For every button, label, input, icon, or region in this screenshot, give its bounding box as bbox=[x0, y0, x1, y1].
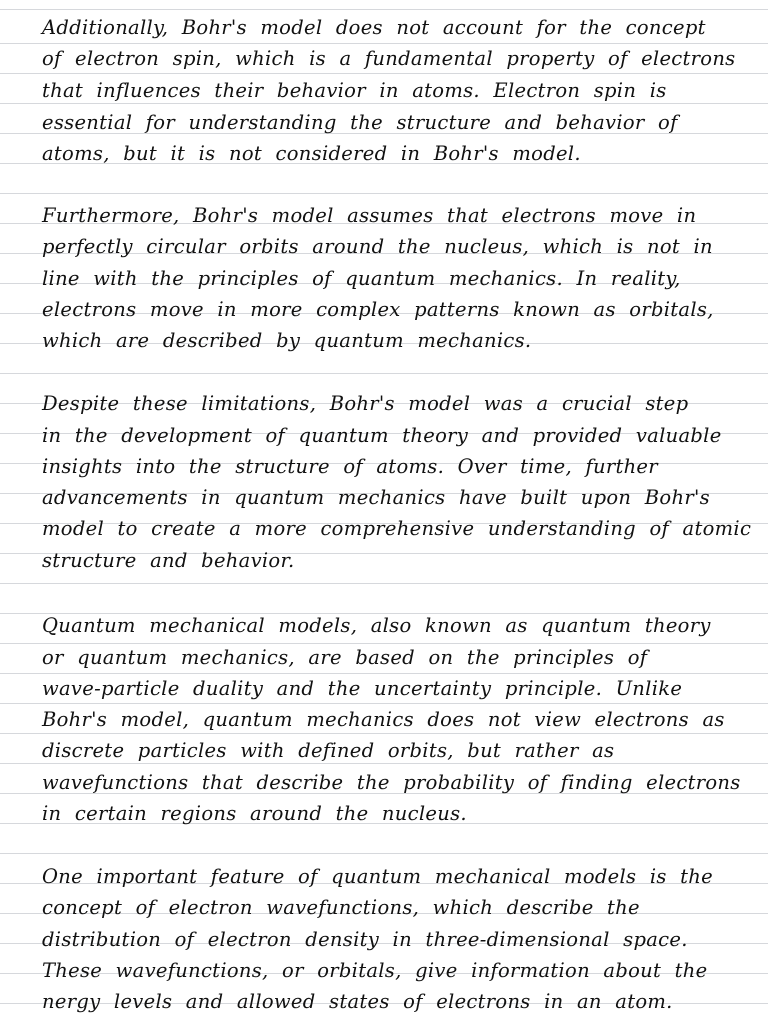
text-line: distribution of electron density in three-dimensional space. bbox=[42, 928, 688, 951]
text-line: in certain regions around the nucleus. bbox=[42, 802, 467, 825]
text-line: model to create a more comprehensive understanding of atomic bbox=[42, 517, 752, 540]
text-line: of electron spin, which is a fundamental property of electrons bbox=[42, 47, 736, 70]
text-line: These wavefunctions, or orbitals, give information about the bbox=[42, 959, 708, 982]
text-line: atoms, but it is not considered in Bohr's model. bbox=[42, 142, 581, 165]
text-line: advancements in quantum mechanics have built upon Bohr's bbox=[42, 486, 710, 509]
text-line: Additionally, Bohr's model does not account for the concept bbox=[42, 16, 706, 39]
text-line: electrons move in more complex patterns known as orbitals, bbox=[42, 298, 714, 321]
text-line: discrete particles with defined orbits, but rather as bbox=[42, 739, 615, 762]
text-line: structure and behavior. bbox=[42, 549, 295, 572]
text-line: Furthermore, Bohr's model assumes that electrons move in bbox=[42, 204, 697, 227]
text-line: Bohr's model, quantum mechanics does not view electrons as bbox=[42, 708, 725, 731]
text-line: line with the principles of quantum mechanics. In reality, bbox=[42, 267, 681, 290]
text-line: wave-particle duality and the uncertainty principle. Unlike bbox=[42, 677, 683, 700]
text-line: One important feature of quantum mechanical models is the bbox=[42, 865, 714, 888]
text-line: perfectly circular orbits around the nucleus, which is not in bbox=[42, 235, 713, 258]
text-line: which are described by quantum mechanics. bbox=[42, 329, 532, 352]
text-line: or quantum mechanics, are based on the principles of bbox=[42, 646, 648, 669]
text-line: essential for understanding the structure and behavior of bbox=[42, 111, 678, 134]
text-line: insights into the structure of atoms. Over time, further bbox=[42, 455, 658, 478]
text-line: concept of electron wavefunctions, which describe the bbox=[42, 896, 640, 919]
text-line: Quantum mechanical models, also known as quantum theory bbox=[42, 614, 711, 637]
text-line: nergy levels and allowed states of electrons in an atom. bbox=[42, 990, 673, 1013]
text-line: in the development of quantum theory and provided valuable bbox=[42, 424, 722, 447]
text-line: Despite these limitations, Bohr's model was a crucial step bbox=[42, 392, 689, 415]
text-line: that influences their behavior in atoms. Electron spin is bbox=[42, 79, 667, 102]
text-line: wavefunctions that describe the probability of finding electrons bbox=[42, 771, 741, 794]
